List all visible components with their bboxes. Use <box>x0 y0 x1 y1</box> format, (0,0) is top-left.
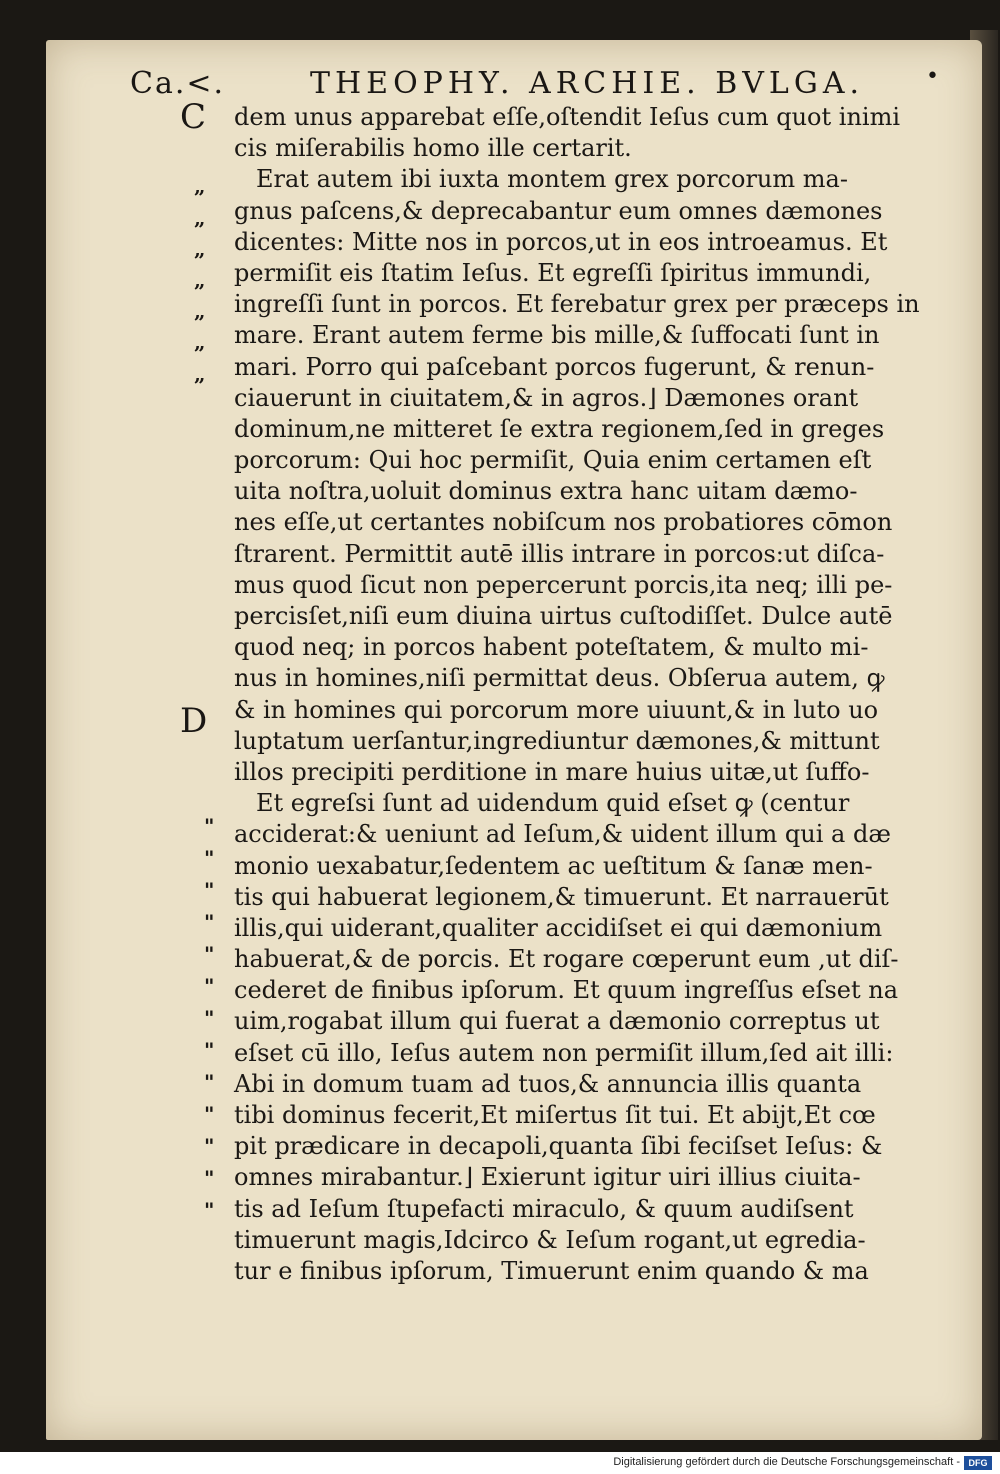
text-line: Abi in domum tuam ad tuos,& annuncia illis quanta <box>234 1069 862 1098</box>
quote-mark: „ <box>194 174 204 198</box>
text-line: eſset cū illo, Ieſus autem non permiſit illum,ſed ait illi: <box>234 1038 894 1067</box>
text-line: & in homines qui porcorum more uiuunt,& in luto uo <box>234 695 879 724</box>
text-line: mus quod ſicut non pepercerunt porcis,ita neq; illi pe- <box>234 570 893 599</box>
text-line: dem unus apparebat eſſe,oſtendit Ieſus cum quot inimi <box>234 103 901 131</box>
quote-mark: " <box>204 1070 213 1094</box>
text-line: permiſit eis ſtatim Ieſus. Et egreſſi ſpiritus immundi, <box>234 258 872 287</box>
text-line: percisſet,niſi eum diuina uirtus cuſtodiſſet. Dulce autē <box>234 602 893 630</box>
text-line: Et egreſsi ſunt ad uidendum quid eſset ꝙ (centur <box>256 789 850 818</box>
quote-mark: " <box>204 974 213 998</box>
quote-mark: " <box>204 1038 213 1062</box>
running-title: THEOPHY. ARCHIE. BVLGA. <box>310 66 865 101</box>
quote-mark: " <box>204 846 213 870</box>
quote-mark: " <box>204 1166 213 1190</box>
text-line: dicentes: Mitte nos in porcos,ut in eos introeamus. Et <box>234 227 888 256</box>
text-line: cis miſerabilis homo ille certarit. <box>234 134 632 163</box>
text-line: luptatum uerſantur,ingrediuntur dæmones,& mittunt <box>234 726 880 755</box>
quote-mark: " <box>204 1006 213 1030</box>
quote-mark: „ <box>194 362 204 386</box>
text-line: ciauerunt in ciuitatem,& in agros.⌋ Dæmones orant <box>234 383 859 412</box>
quote-mark: „ <box>194 299 204 323</box>
text-line: tur e finibus ipſorum, Timuerunt enim quando & ma <box>234 1256 869 1285</box>
text-line: omnes mirabantur.⌋ Exierunt igitur uiri illius ciuita- <box>234 1163 861 1192</box>
quote-mark: " <box>204 1198 213 1222</box>
section-marker-d: D <box>180 701 208 741</box>
text-line: tis qui habuerat legionem,& timuerunt. Et narrauerūt <box>234 882 889 911</box>
footer-bar <box>0 1452 1000 1474</box>
text-line: ſtrarent. Permittit autē illis intrare in porcos:ut diſca- <box>234 539 885 568</box>
funding-credit: Digitalisierung gefördert durch die Deutsche Forschungsgemeinschaft - <box>613 1456 960 1468</box>
quote-mark: " <box>204 1102 213 1126</box>
text-line: quod neq; in porcos habent poteſtatem, & multo mi- <box>234 633 869 662</box>
chapter-reference: Ca.<. <box>130 66 226 101</box>
text-line: uim,rogabat illum qui fuerat a dæmonio correptus ut <box>234 1007 880 1036</box>
text-line: dominum,ne mitteret ſe extra regionem,ſed in greges <box>234 414 885 443</box>
text-line: illis,qui uiderant,qualiter accidiſset ei qui dæmonium <box>234 913 883 942</box>
text-line: acciderat:& ueniunt ad Ieſum,& uident illum qui a dæ <box>234 820 891 849</box>
quote-mark: " <box>204 814 213 838</box>
quote-mark: „ <box>194 330 204 354</box>
text-line: tibi dominus fecerit,Et miſertus ſit tui. Et abijt,Et cœ <box>234 1101 876 1129</box>
quote-mark: „ <box>194 237 204 261</box>
quote-mark: „ <box>194 206 204 230</box>
text-line: uita noſtra,uoluit dominus extra hanc uitam dæmo- <box>234 477 858 506</box>
text-line: pit prædicare in decapoli,quanta ſibi feciſset Ieſus: & <box>234 1132 883 1161</box>
text-line: illos precipiti perditione in mare huius uitæ,ut ſuffo- <box>234 757 870 786</box>
text-line: timuerunt magis,Idcirco & Ieſum rogant,ut egredia- <box>234 1225 866 1254</box>
quote-mark: " <box>204 942 213 966</box>
text-line: monio uexabatur,ſedentem ac ueſtitum & ſanæ men- <box>234 851 873 880</box>
dfg-logo: DFG <box>964 1456 992 1470</box>
text-line: nus in homines,niſi permittat deus. Obſerua autem, ꝙ <box>234 664 885 693</box>
text-line: cederet de finibus ipſorum. Et quum ingreſſus eſset na <box>234 976 899 1005</box>
quote-mark: " <box>204 1134 213 1158</box>
text-line: ingreſſi ſunt in porcos. Et ferebatur grex per præceps in <box>234 290 920 319</box>
text-line: porcorum: Qui hoc permiſit, Quia enim certamen eſt <box>234 446 872 475</box>
quote-mark: " <box>204 878 213 902</box>
body-text <box>234 102 934 1287</box>
section-marker-c: C <box>180 97 207 137</box>
text-line: mari. Porro qui paſcebant porcos fugerunt, & renun- <box>234 352 875 381</box>
text-line: gnus paſcens,& deprecabantur eum omnes dæmones <box>234 196 883 225</box>
quote-mark: „ <box>194 268 204 292</box>
text-line: nes eſſe,ut certantes nobiſcum nos probatiores cōmon <box>234 508 893 537</box>
text-line: mare. Erant autem ferme bis mille,& ſuffocati ſunt in <box>234 321 880 350</box>
quote-mark: " <box>204 910 213 934</box>
text-line: habuerat,& de porcis. Et rogare cœperunt eum ,ut diſ- <box>234 945 899 974</box>
head-dot: • <box>926 64 941 89</box>
text-line: tis ad Ieſum ſtupefacti miraculo, & quum audiſsent <box>234 1194 854 1223</box>
text-line: Erat autem ibi iuxta montem grex porcorum ma- <box>256 165 848 194</box>
